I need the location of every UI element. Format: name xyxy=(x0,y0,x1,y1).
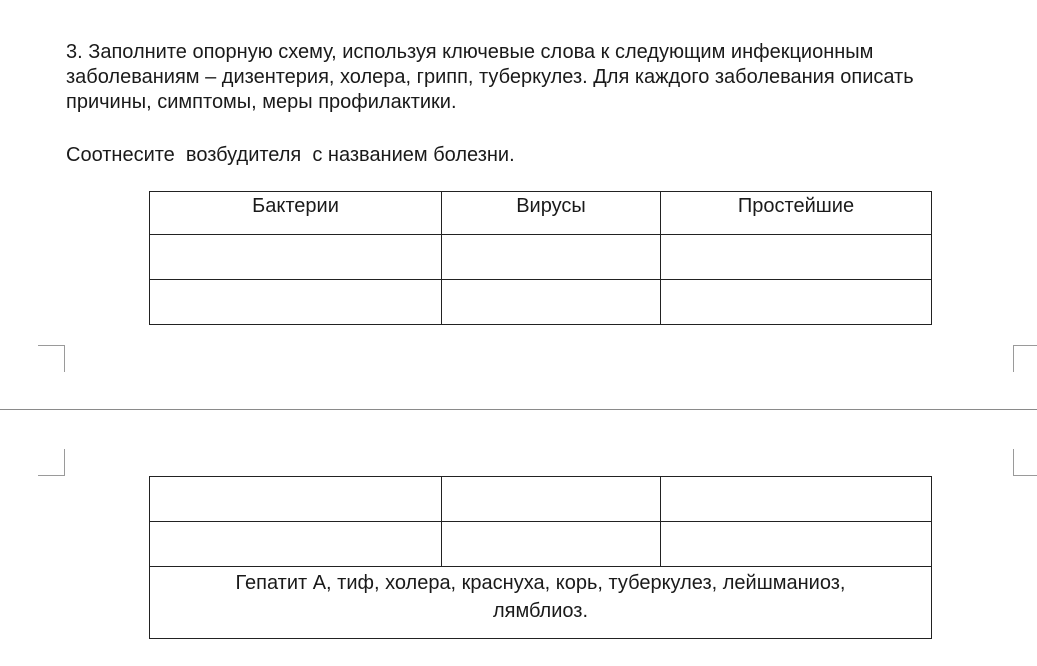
task-line-3: причины, симптомы, меры профилактики. xyxy=(66,91,457,113)
table-header-row xyxy=(150,192,932,235)
task-line-2: заболеваниям – дизентерия, холера, грипп, туберкулез. Для каждого заболевания описать xyxy=(66,66,914,88)
table-cell-empty[interactable] xyxy=(442,522,661,567)
page-break-divider xyxy=(0,409,1037,410)
table-cell-empty[interactable] xyxy=(150,280,442,325)
word-bank-line-2: лямблиоз. xyxy=(492,600,589,622)
page-corner-mark-top-right xyxy=(1013,345,1037,372)
header-protozoa: Простейшие xyxy=(661,192,932,235)
table-row xyxy=(150,477,932,522)
table-row xyxy=(150,280,932,325)
word-bank-row xyxy=(150,567,932,639)
table-cell-empty[interactable] xyxy=(150,522,442,567)
page-corner-mark-bottom-left xyxy=(38,449,65,476)
table-cell-empty[interactable] xyxy=(442,280,661,325)
task-line-1: 3. Заполните опорную схему, используя ключевые слова к следующим инфекционным xyxy=(66,41,874,63)
word-bank-cell xyxy=(150,567,932,639)
table-cell-empty[interactable] xyxy=(661,235,932,280)
table-cell-empty[interactable] xyxy=(661,522,932,567)
table-row xyxy=(150,522,932,567)
table-cell-empty[interactable] xyxy=(661,280,932,325)
table-cell-empty[interactable] xyxy=(442,477,661,522)
header-viruses: Вирусы xyxy=(442,192,661,235)
page-corner-mark-top-left xyxy=(38,345,65,372)
table-cell-empty[interactable] xyxy=(442,235,661,280)
pathogen-table-top xyxy=(149,191,932,325)
instruction-text: Соотнесите возбудителя с названием болезни. xyxy=(66,144,515,166)
pathogen-table-bottom xyxy=(149,476,932,639)
header-bacteria: Бактерии xyxy=(150,192,442,235)
table-cell-empty[interactable] xyxy=(150,235,442,280)
task-paragraph xyxy=(66,40,1026,115)
table-cell-empty[interactable] xyxy=(661,477,932,522)
table-row xyxy=(150,235,932,280)
word-bank-line-1: Гепатит А, тиф, холера, краснуха, корь, туберкулез, лейшманиоз, xyxy=(235,572,846,594)
page-corner-mark-bottom-right xyxy=(1013,449,1037,476)
table-cell-empty[interactable] xyxy=(150,477,442,522)
